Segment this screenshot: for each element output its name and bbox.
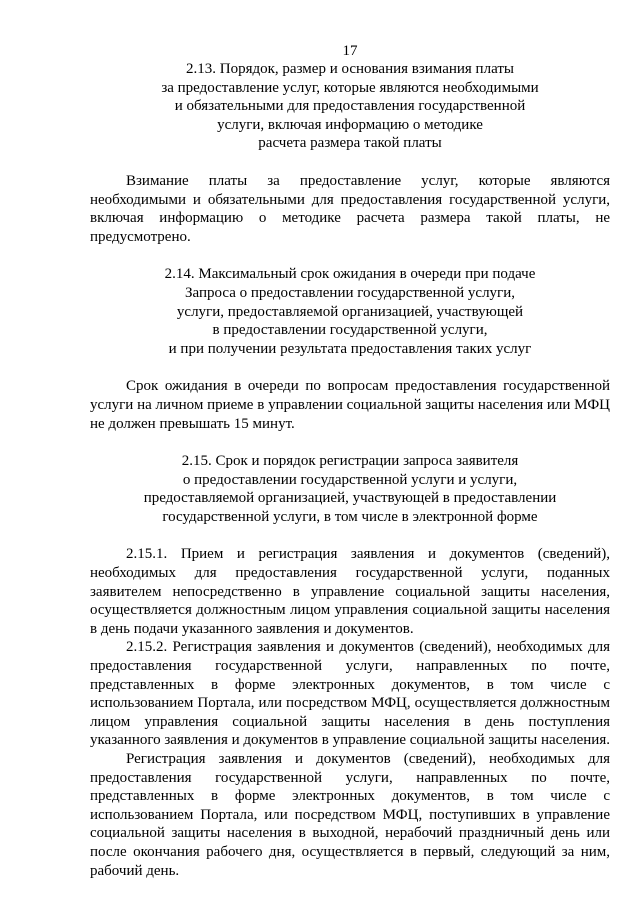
heading-line: и при получении результата предоставления таких услуг (168, 340, 532, 357)
heading-line: 2.14. Максимальный срок ожидания в очереди при подаче (164, 266, 536, 283)
section-2-15-heading (90, 452, 610, 526)
heading-line: за предоставление услуг, которые являются необходимыми (161, 79, 539, 96)
section-2-15-2-paragraph: 2.15.2. Регистрация заявления и документов (сведений), необходимых для предоставления государственной услуги, направленных по почте, представленных в форме электронных документов, в том числе с использованием Портала, или посредством МФЦ, осуществляется должностным лицом управления социальной защиты населения в день поступления указанного заявления и документов в управление социальной защиты населения. (90, 639, 610, 749)
heading-line: услуги, предоставляемой организацией, участвующей (176, 303, 524, 320)
heading-line: государственной услуги, в том числе в электронной форме (162, 508, 538, 525)
heading-line: 2.13. Порядок, размер и основания взимания платы (186, 61, 514, 77)
heading-line: о предоставлении государственной услуги и услуги, (182, 471, 518, 488)
section-2-15-2-continuation-paragraph: Регистрация заявления и документов (сведений), необходимых для предоставления государственной услуги, направленных по почте, представленных в форме электронных документов, в том числе с использованием Портала, или посредством МФЦ, поступивших в управление социальной защиты населения в выходной, нерабочий праздничный день или после окончания рабочего дня, осуществляется в первый, следующий за ним, рабочий день. (90, 751, 610, 879)
heading-line: предоставляемой организацией, участвующей в предоставлении (143, 490, 557, 507)
heading-line: Запроса о предоставлении государственной услуги, (184, 284, 515, 301)
heading-line: 2.15. Срок и порядок регистрации запроса заявителя (181, 453, 519, 470)
heading-line: и обязательными для предоставления государственной (174, 98, 526, 115)
section-2-14-heading (90, 265, 610, 358)
page-number: 17 (342, 43, 358, 59)
section-2-13-paragraph: Взимание платы за предоставление услуг, которые являются необходимыми и обязательными для предоставления государственной услуги, включая информацию о методике расчета размера такой платы, не предусмотрено. (90, 172, 610, 245)
heading-line: расчета размера такой платы (258, 135, 442, 152)
section-2-13-heading (90, 60, 610, 153)
section-2-15-1-paragraph: 2.15.1. Прием и регистрация заявления и документов (сведений), необходимых для предоставления государственной услуги, поданных заявителем непосредственно в управление социальной защиты населения, осуществляется должностным лицом управления социальной защиты населения в день подачи указанного заявления и документов. (90, 546, 610, 637)
section-2-14-paragraph: Срок ожидания в очереди по вопросам предоставления государственной услуги на личном приеме в управлении социальной защиты населения или МФЦ не должен превышать 15 минут. (90, 378, 610, 432)
heading-line: услуги, включая информацию о методике (217, 116, 483, 133)
document-page (90, 40, 610, 880)
heading-line: в предоставлении государственной услуги, (212, 322, 488, 339)
